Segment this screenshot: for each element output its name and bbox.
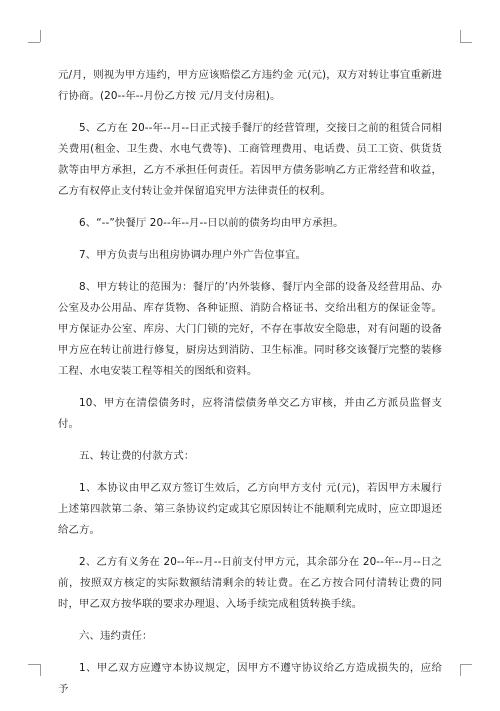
crop-mark-bottom-left (28, 664, 40, 665)
crop-mark-top-left (40, 30, 41, 42)
paragraph-clause-8: 8、甲方转让的范围为：餐厅的’内外装修、餐厅内全部的设备及经营用品、办公室及办公用品、库存货物、各种证照、消防合格证书、交给出租方的保证金等。甲方保证办公室、库房、大门门锁的完好，不存在事故安全隐患，对有问题的设备甲方应在转让前进行修复，厨房达到消防、卫生标准。同时移交该餐厅完整的装修工程、水电安装工程等相关的图纸和资料。 (58, 281, 442, 377)
crop-mark-top-left (28, 42, 40, 43)
paragraph-payment-1: 1、本协议由甲乙双方签订生效后，乙方向甲方支付 元(元)，若因甲方未履行上述第四款第二条、第三条协议约定或其它原因转让不能顺利完成时，应立即退还给乙方。 (58, 482, 442, 536)
paragraph-clause-6: 6、“--”快餐厅 20--年--月--日以前的债务均由甲方承担。 (79, 217, 344, 229)
section-heading-liability: 六、违约责任： (79, 630, 153, 642)
paragraph-clause-7: 7、甲方负责与出租房协调办理户外广告位事宜。 (79, 249, 307, 261)
paragraph-clause-5: 5、乙方在 20--年--月--日正式接手餐厅的经营管理，交接日之前的租赁合同相关费用(租金、卫生费、水电气费等)、工商管理费用、电话费、员工工资、供货货款等由甲方承担，乙方不承担任何责任。若因甲方债务影响乙方正常经营和收益，乙方有权停止支付转让金并保留追究甲方法律责任的权利。 (58, 122, 442, 197)
paragraph-liability-1: 1、甲乙双方应遵守本协议规定，因甲方不遵守协议给乙方造成损失的，应给予 (58, 662, 442, 695)
document-body (58, 65, 442, 711)
crop-mark-bottom-right (460, 664, 472, 665)
section-heading-payment: 五、转让费的付款方式： (79, 450, 195, 462)
paragraph-clause-10: 10、甲方在清偿债务时，应将清偿债务单交乙方审核，并由乙方派员监督支付。 (58, 397, 442, 430)
crop-mark-bottom-left (40, 664, 41, 676)
crop-mark-top-right (460, 30, 461, 42)
crop-mark-top-right (460, 42, 472, 43)
crop-mark-bottom-right (460, 664, 461, 676)
paragraph-continuation: 元/月，则视为甲方违约，甲方应该赔偿乙方违约金 元(元)，双方对转让事宜重新进行协商。(20--年--月份乙方按 元/月支付房租)。 (58, 69, 442, 102)
paragraph-payment-2: 2、乙方有义务在 20--年--月--日前支付甲方元，其余部分在 20--年--月--日之前，按照双方核定的实际数额结清剩余的转让费。在乙方按合同付清转让费的同时，甲乙双方按华联的要求办理退、入场手续完成租赁转换手续。 (58, 556, 442, 610)
